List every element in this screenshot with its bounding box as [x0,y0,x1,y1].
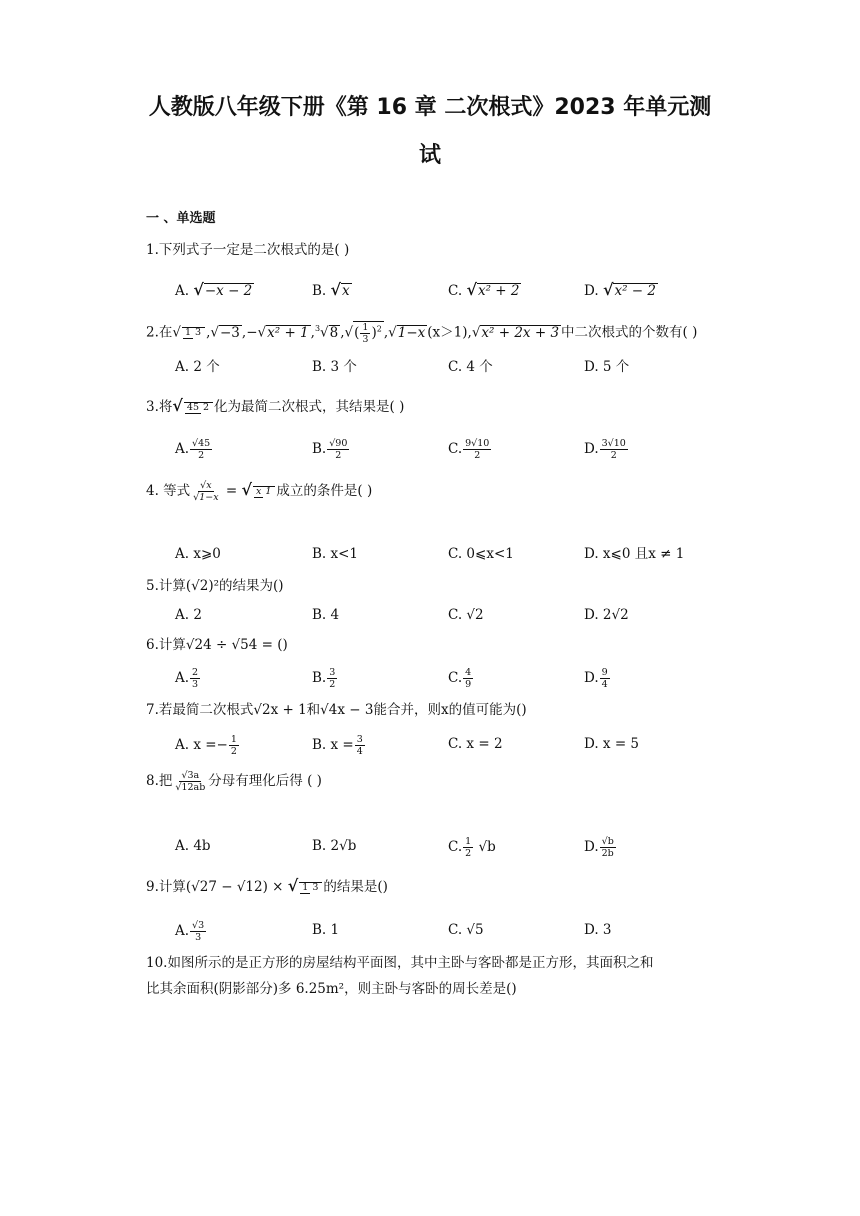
question-3: 3.将√ 45 2 化为最简二次根式，其结果是( ) [146,396,405,415]
q8-option-d: D. $\frac{√b}{2b}$ [584,836,614,859]
q2-option-d: D. 5 个 [584,359,630,375]
question-2: 2.在√ 1 3 ,√−3 ,−√x² + 1 ,$^3$√8 ,√( $\frac{1}{3}$ )$^2$ ,√1−x (x＞1),√x² + 2x + 3 中二次根式的个数有( ) [146,321,698,345]
q9-option-c: C. √5 [448,922,484,938]
q5-option-d: D. 2√2 [584,607,629,623]
question-8: 8.把 $\frac{√3a}{√12ab}$ 分母有理化后得 ( ) [146,770,322,793]
question-1: 1.下列式子一定是二次根式的是( ) [146,242,350,258]
q2-option-a: A. 2 个 [175,359,220,375]
question-6: 6.计算√24 ÷ √54 = () [146,637,288,653]
q6-option-b: B. $\frac{3}{2}$ [312,667,336,690]
q7-option-d: D. x = 5 [584,736,640,752]
question-5: 5.计算(√2)²的结果为() [146,578,284,594]
section-heading: 一 、单选题 [146,211,216,226]
q1-option-c: C. √x² + 2 [448,280,520,299]
q9-option-a: A. $\frac{√3}{3}$ [175,920,205,943]
q1-option-b: B. √x [312,280,350,299]
q5-option-a: A. 2 [175,607,202,623]
q3-option-c: C. $\frac{9√10}{2}$ [448,438,490,461]
q4-option-d: D. x⩽0 且x ≠ 1 [584,546,685,562]
question-10-line1: 10.如图所示的是正方形的房屋结构平面图，其中主卧与客卧都是正方形，其面积之和 [146,955,654,971]
page-title-line1: 人教版八年级下册《第 16 章 二次根式》2023 年单元测 [148,95,712,120]
question-4: 4. 等式 $\frac{√x}{√1-x}$ = √ x 1 成立的条件是( ) [146,480,373,503]
question-10-line2: 比其余面积(阴影部分)多 6.25m²，则主卧与客卧的周长差是() [146,981,517,997]
q1-option-d: D. √x² − 2 [584,280,656,299]
q4-option-b: B. x<1 [312,546,359,562]
q8-option-a: A. 4b [175,838,211,854]
q6-option-c: C. $\frac{4}{9}$ [448,667,472,690]
question-9: 9.计算(√27 − √12) × √ 1 3 的结果是() [146,876,388,895]
q5-option-c: C. √2 [448,607,484,623]
q4-option-a: A. x⩾0 [175,546,221,562]
q3-option-a: A. $\frac{√45}{2}$ [175,438,211,461]
q9-option-b: B. 1 [312,922,340,938]
q7-option-b: B. x = $\frac{3}{4}$ [312,734,363,757]
question-10 [146,950,716,1002]
q6-option-d: D. $\frac{9}{4}$ [584,667,608,690]
q7-option-c: C. x = 2 [448,736,503,752]
page-title-line2: 试 [418,143,441,168]
q8-option-c: C. $\frac{1}{2}$ √b [448,836,496,859]
q6-option-a: A. $\frac{2}{3}$ [175,667,199,690]
q7-option-a: A. x =− $\frac{1}{2}$ [175,734,237,757]
q9-option-d: D. 3 [584,922,612,938]
q2-option-c: C. 4 个 [448,359,493,375]
q4-option-c: C. 0⩽x<1 [448,546,514,562]
q3-option-b: B. $\frac{√90}{2}$ [312,438,348,461]
question-7: 7.若最简二次根式√2x + 1和√4x − 3能合并，则x的值可能为() [146,702,527,718]
q5-option-b: B. 4 [312,607,340,623]
q1-option-a: A. √−x − 2 [175,280,253,299]
q8-option-b: B. 2√b [312,838,357,854]
q2-option-b: B. 3 个 [312,359,357,375]
q3-option-d: D. $\frac{3√10}{2}$ [584,438,626,461]
